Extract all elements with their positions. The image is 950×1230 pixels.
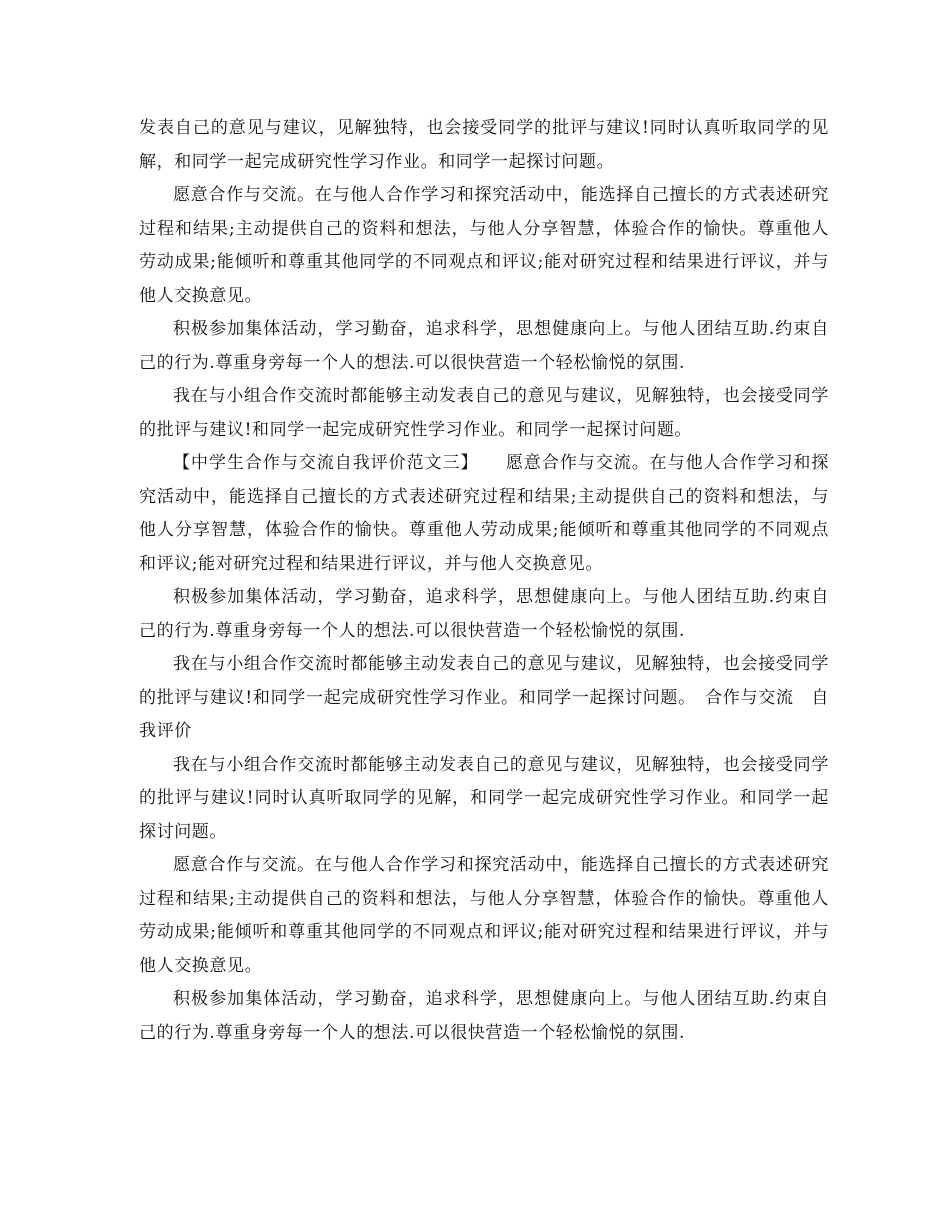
paragraph-6: 积极参加集体活动，学习勤奋，追求科学，思想健康向上。与他人团结互助.约束自己的行为.尊重身旁每一个人的想法.可以很快营造一个轻松愉悦的氛围. [139, 587, 829, 641]
paragraph-8: 我在与小组合作交流时都能够主动发表自己的意见与建议，见解独特，也会接受同学的批评与建议!同时认真听取同学的见解，和同学一起完成研究性学习作业。和同学一起探讨问题。 [139, 754, 829, 842]
paragraph-10: 积极参加集体活动，学习勤奋，追求科学，思想健康向上。与他人团结互助.约束自己的行为.尊重身旁每一个人的想法.可以很快营造一个轻松愉悦的氛围. [139, 989, 829, 1043]
paragraph-9: 愿意合作与交流。在与他人合作学习和探究活动中，能选择自己擅长的方式表述研究过程和结果;主动提供自己的资料和想法，与他人分享智慧，体验合作的愉快。尊重他人劳动成果;能倾听和尊重其他同学的不同观点和评议;能对研究过程和结果进行评议，并与他人交换意见。 [139, 855, 829, 976]
paragraph-5: 【中学生合作与交流自我评价范文三】 愿意合作与交流。在与他人合作学习和探究活动中，能选择自己擅长的方式表述研究过程和结果;主动提供自己的资料和想法，与他人分享智慧，体验合作的愉快。尊重他人劳动成果;能倾听和尊重其他同学的不同观点和评议;能对研究过程和结果进行评议，并与他人交换意见。 [139, 453, 829, 574]
paragraph-3: 积极参加集体活动，学习勤奋，追求科学，思想健康向上。与他人团结互助.约束自己的行为.尊重身旁每一个人的想法.可以很快营造一个轻松愉悦的氛围. [139, 319, 829, 373]
paragraph-2: 愿意合作与交流。在与他人合作学习和探究活动中，能选择自己擅长的方式表述研究过程和结果;主动提供自己的资料和想法，与他人分享智慧，体验合作的愉快。尊重他人劳动成果;能倾听和尊重其他同学的不同观点和评议;能对研究过程和结果进行评议，并与他人交换意见。 [139, 185, 829, 306]
document-body [139, 112, 829, 1050]
paragraph-4: 我在与小组合作交流时都能够主动发表自己的意见与建议，见解独特，也会接受同学的批评与建议!和同学一起完成研究性学习作业。和同学一起探讨问题。 [139, 386, 829, 440]
paragraph-1: 发表自己的意见与建议，见解独特，也会接受同学的批评与建议!同时认真听取同学的见解，和同学一起完成研究性学习作业。和同学一起探讨问题。 [139, 118, 829, 172]
paragraph-7: 我在与小组合作交流时都能够主动发表自己的意见与建议，见解独特，也会接受同学的批评与建议!和同学一起完成研究性学习作业。和同学一起探讨问题。 合作与交流 自我评价 [139, 654, 829, 741]
